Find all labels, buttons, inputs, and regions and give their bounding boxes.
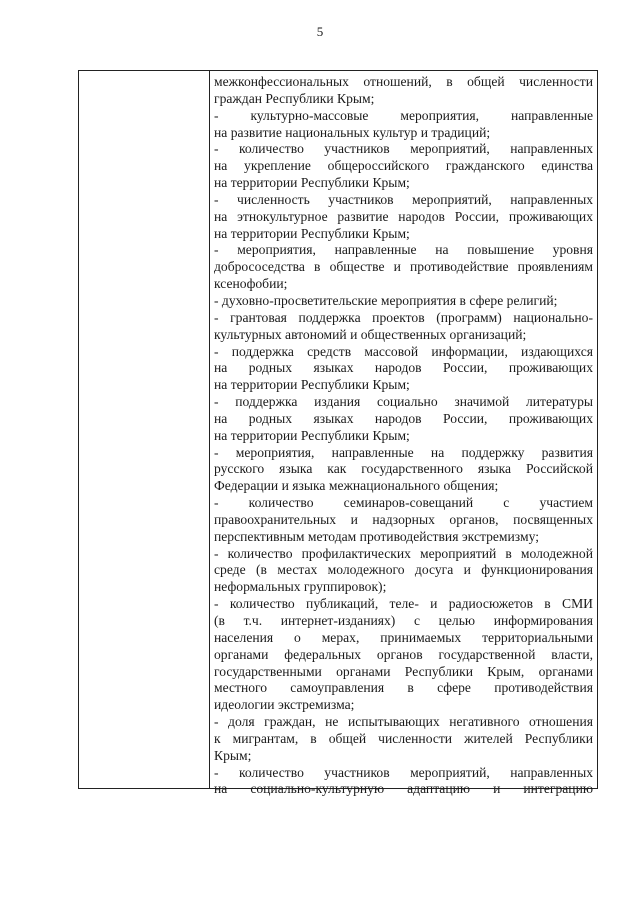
text-line: - поддержка издания социально значимой литературы bbox=[214, 394, 593, 410]
document-table bbox=[78, 70, 598, 797]
text-line: - численность участников мероприятий, направленных bbox=[214, 191, 593, 207]
text-line: (в т.ч. интернет-изданиях) с целью информирования bbox=[214, 613, 593, 628]
text-line: культурных автономий и общественных организаций; bbox=[214, 326, 527, 342]
text-line: на территории Республики Крым; bbox=[214, 225, 410, 241]
text-line: на развитие национальных культур и традиций; bbox=[214, 124, 491, 140]
text-line: на этнокультурное развитие народов России, проживающих bbox=[214, 208, 593, 224]
text-line: на родных языках народов России, проживающих bbox=[214, 410, 593, 426]
text-line: государственными органами Республики Крым, органами bbox=[214, 663, 593, 679]
text-line: на укрепление общероссийского гражданского единства bbox=[214, 158, 593, 174]
text-line: среде (в местах молодежного досуга и функционирования bbox=[214, 562, 593, 578]
table-left-column bbox=[79, 71, 210, 788]
text-line: - количество семинаров-совещаний с участием bbox=[214, 495, 593, 511]
text-line: - поддержка средств массовой информации, издающихся bbox=[214, 343, 593, 359]
text-line: Федерации и языка межнационального общения; bbox=[214, 478, 499, 494]
text-line: ксенофобии; bbox=[214, 276, 288, 292]
text-line: добрососедства в обществе и противодействие проявлениям bbox=[214, 259, 593, 275]
text-line: на социально-культурную адаптацию и интеграцию bbox=[214, 781, 593, 797]
text-line: русского языка как государственного языка Российской bbox=[214, 461, 593, 477]
text-line: - доля граждан, не испытывающих негативного отношения bbox=[214, 714, 593, 730]
text-line: идеологии экстремизма; bbox=[214, 697, 355, 713]
text-line: Крым; bbox=[214, 747, 252, 763]
text-line: правоохранительных и надзорных органов, посвященных bbox=[214, 511, 593, 527]
text-line: населения о мерах, принимаемых территориальными bbox=[214, 629, 593, 645]
text-line: на территории Республики Крым; bbox=[214, 377, 410, 393]
text-line: - духовно-просветительские мероприятия в сфере религий; bbox=[214, 292, 558, 308]
text-line: на территории Республики Крым; bbox=[214, 427, 410, 443]
text-line: - количество участников мероприятий, направленных bbox=[214, 764, 593, 780]
text-line: перспективным методам противодействия экстремизму; bbox=[214, 528, 539, 544]
text-line: - культурно-массовые мероприятия, направленные bbox=[214, 107, 593, 123]
text-line: межконфессиональных отношений, в общей численности bbox=[214, 74, 593, 89]
text-line: - мероприятия, направленные на повышение уровня bbox=[214, 242, 593, 258]
text-line: - грантовая поддержка проектов (программ) национально- bbox=[214, 309, 593, 325]
text-line: - количество публикаций, теле- и радиосюжетов в СМИ bbox=[214, 596, 593, 612]
text-line: на территории Республики Крым; bbox=[214, 175, 410, 191]
text-line: неформальных группировок); bbox=[214, 579, 387, 595]
text-line: - количество участников мероприятий, направленных bbox=[214, 141, 593, 157]
text-line: граждан Республики Крым; bbox=[214, 90, 375, 106]
table-right-column bbox=[210, 71, 597, 797]
text-line: органами федеральных органов государственной власти, bbox=[214, 646, 593, 662]
text-line: местного самоуправления в сфере противодействия bbox=[214, 680, 593, 696]
text-line: - количество профилактических мероприятий в молодежной bbox=[214, 545, 593, 561]
text-line: - мероприятия, направленные на поддержку развития bbox=[214, 444, 593, 460]
page-number: 5 bbox=[316, 24, 324, 39]
text-line: к мигрантам, в общей численности жителей Республики bbox=[214, 730, 593, 746]
text-line: на родных языках народов России, проживающих bbox=[214, 360, 593, 376]
